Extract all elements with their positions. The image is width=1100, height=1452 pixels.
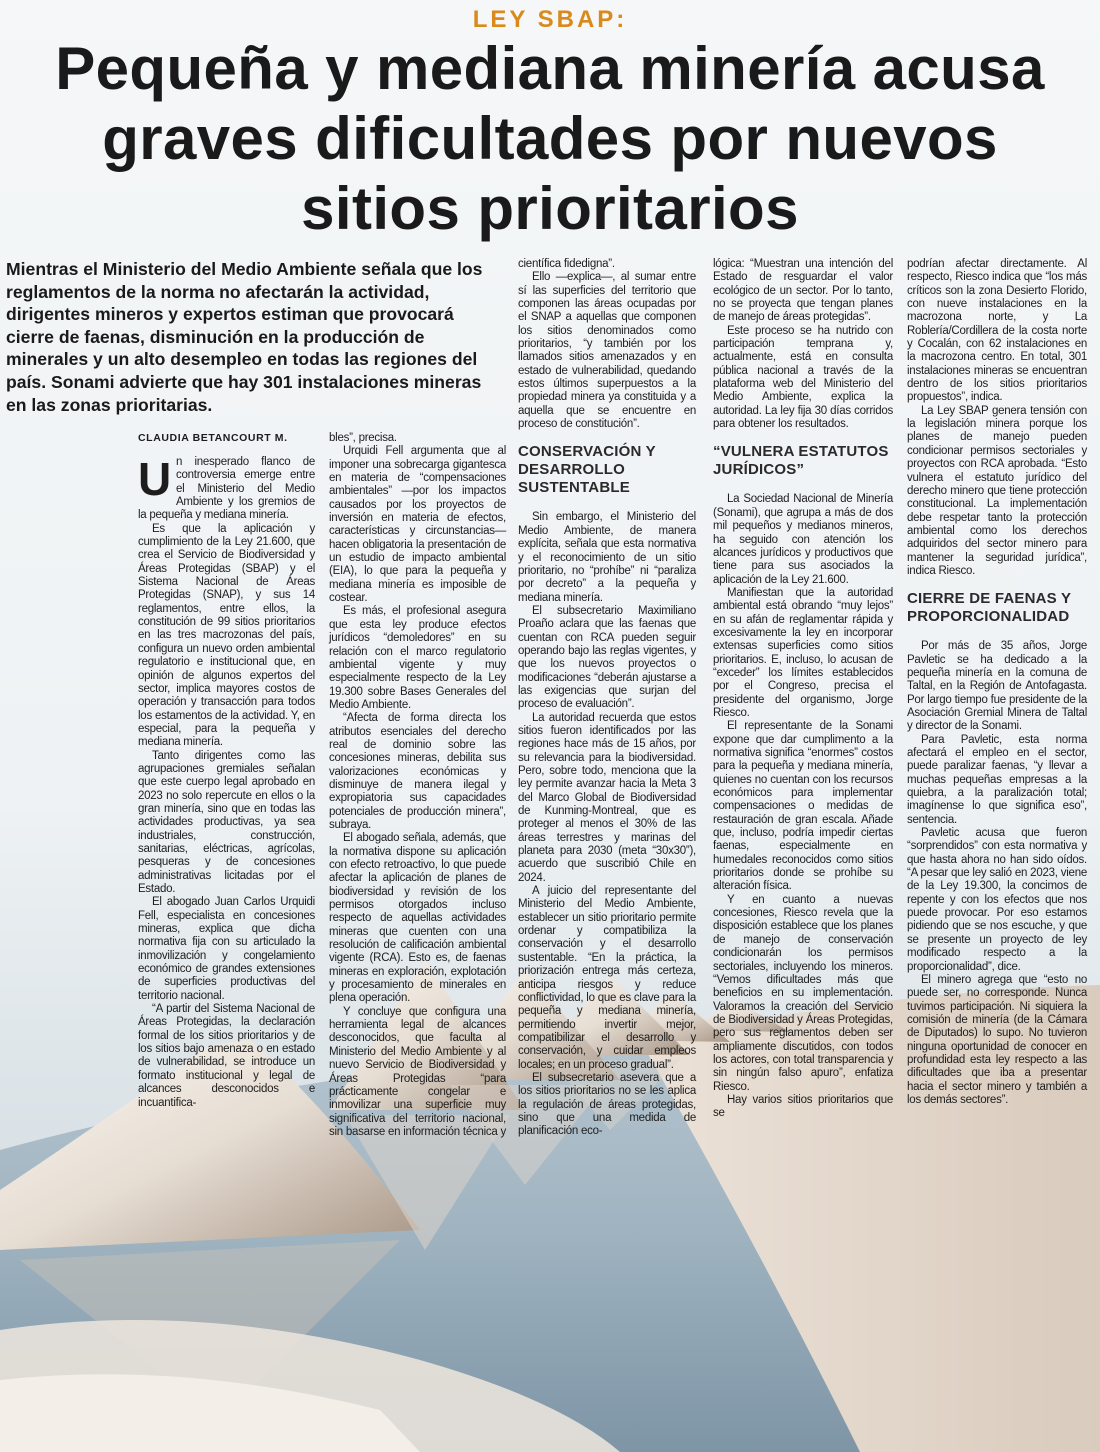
- paragraph: “A partir del Sistema Nacional de Áreas Protegidas, la declaración formal de los sitios prioritarios y de los sitios bajo amenaza o en estado de vulnerabilidad, se introduce un formato institucional y legal de alcances desconocidos e incuantifica-: [138, 1003, 315, 1109]
- paragraph: Y en cuanto a nuevas concesiones, Riesco revela que la disposición establece que los planes de manejo de conservación condicionarán los permisos sectoriales, incluyendo los mineros. “Vemos dificultades más que beneficios en su implementación. Valoramos la creación del Servicio de Biodiversidad y Áreas Protegidas, pero sus reglamentos deben ser ampliamente discutidos, con todos los actores, con total transparencia y sin ningún falso apuro”, enfatiza Riesco.: [713, 893, 893, 1093]
- paragraph: Hay varios sitios prioritarios que se: [713, 1093, 893, 1120]
- paragraph: La Sociedad Nacional de Minería (Sonami), que agrupa a más de dos mil pequeños y medianos mineros, ha seguido con atención los alcances jurídicos y productivos que tiene para sus asociados la aplicación de la Ley 21.600.: [713, 493, 893, 586]
- paragraph: La Ley SBAP genera tensión con la legislación minera porque los planes de manejo pueden condicionar permisos sectoriales y proyectos con RCA aprobada. “Esto vulnera el estatuto jurídico del derecho minero que tiene protección constitucional. La implementación debe respetar tanto la protección ambiental como los derechos adquiridos del sector minero para mantener la seguridad jurídica”, indica Riesco.: [907, 404, 1087, 577]
- article-column-5: [907, 258, 1087, 1107]
- drop-cap: U: [138, 453, 171, 505]
- paragraph: científica fidedigna”.: [518, 258, 615, 270]
- article-column-1: [138, 432, 315, 1110]
- article-column-3: [518, 258, 696, 1139]
- subhead-vulnera: “VULNERA ESTATUTOS JURÍDICOS”: [713, 443, 889, 479]
- paragraph: El abogado Juan Carlos Urquidi Fell, especialista en concesiones mineras, explica que dicha normativa fija con su articulado la inmovilización y congelamiento económico de grandes extensiones de superficies productivas del territorio nacional.: [138, 896, 315, 1002]
- paragraph: Para Pavletic, esta norma afectará el empleo en el sector, puede paralizar faenas, “y llevar a muchas pequeñas empresas a la quiebra, a la paralización total; imagínense lo que significa eso”, sentencia.: [907, 733, 1087, 826]
- paragraph: Pavletic acusa que fueron “sorprendidos” con esta normativa y que hasta ahora no han sido oídos. “A pesar que ley salió en 2023, viene de la Ley 19.300, la concimos de repente y con los efectos que nos puede provocar. Por eso estamos pidiendo que se nos escuche, y que se presente un proyecto de ley modificado respecto a la proporcionalidad”, dice.: [907, 827, 1087, 973]
- article-column-2: [329, 432, 506, 1139]
- paragraph: El representante de la Sonami expone que dar cumplimento a la normativa significa “enormes” costos para la pequeña y mediana minería, quienes no cuentan con los recursos económicos para implementar compensaciones o medidas de restauración de gran escala. Añade que, incluso, podría impedir ciertas faenas, especialmente en humedales reconocidos como sitios prioritarios donde se prohíbe su alteración física.: [713, 720, 893, 893]
- paragraph: n inesperado flanco de controversia emerge entre el Ministerio del Medio Ambiente y los gremios de la pequeña y mediana minería.: [138, 456, 315, 522]
- subhead-cierre: CIERRE DE FAENAS Y PROPORCIONALIDAD: [907, 590, 1071, 626]
- paragraph: Manifiestan que la autoridad ambiental está obrando “muy lejos” en su afán de reglamentar rápida y excesivamente la ley en incorporar extensas superficies como sitios prioritarios. E, incluso, lo acusan de “exceder” los límites establecidos por el Congreso, precisa el presidente del organismo, Jorge Riesco.: [713, 586, 893, 719]
- section-kicker: LEY SBAP:: [472, 6, 628, 33]
- paragraph: Es más, el profesional asegura que esta ley produce efectos jurídicos “demoledores” en su relación con el marco regulatorio ambiental vigente y muy especialmente respecto de la Ley 19.300 sobre Bases Generales del Medio Ambiente.: [329, 605, 506, 711]
- paragraph: Y concluye que configura una herramienta legal de alcances desconocidos, que faculta al Ministerio del Medio Ambiente y al nuevo Servicio de Biodiversidad y Áreas Protegidas “para prácticamente congelar e inmovilizar una superficie muy significativa del territorio nacional, sin basarse en información técnica y: [329, 1005, 507, 1138]
- paragraph: Es que la aplicación y cumplimiento de la Ley 21.600, que crea el Servicio de Biodiversidad y Áreas Protegidas (SBAP) y el Sistema Nacional de Áreas Protegidas (SNAP), y sus 14 reglamentos, entre ellos, la constitución de 99 sitios prioritarios en las tres macrozonas del país, configura un nuevo orden ambiental regulatorio e institucional que, en opinión de algunos expertos del sector, implica mayores costos de operación y transacción para todos los estamentos de la actividad. Y, en especial, para la pequeña y mediana minería.: [138, 522, 315, 749]
- paragraph: A juicio del representante del Ministerio del Medio Ambiente, establecer un sitio prioritario permite ordenar y compatibiliza la conservación y el desarrollo sustentable. “En la práctica, la priorización entrega más certeza, anticipa riesgos y reduce conflictividad, lo que es clave para la pequeña y mediana minería, permitiendo invertir mejor, compatibilizar el desarrollo y conservación, y cuidar empleos locales; en un proceso gradual”.: [518, 885, 696, 1071]
- paragraph: podrían afectar directamente. Al respecto, Riesco indica que “los más críticos son la zona Desierto Florido, con nueve instalaciones en la macrozona norte, y La Roblería/Cordillera de la costa norte y Cocalán, con 62 instalaciones en la macrozona centro. En total, 301 instalaciones mineras se encuentran dentro de los sitios prioritarios propuestos”, indica.: [907, 258, 1087, 404]
- paragraph: Este proceso se ha nutrido con participación temprana y, actualmente, está en consulta pública nacional a través de la plataforma web del Ministerio del Medio Ambiente, explica la autoridad. La ley fija 30 días corridos para obtener los resultados.: [713, 324, 893, 431]
- paragraph: Ello —explica—, al sumar entre sí las superficies del territorio que componen las áreas ocupadas por el SNAP a aquellas que componen los sitios denominados como prioritarios, “y también por los llamados sitios amenazados y en estado de vulnerabilidad, quedando estos últimos superpuestos a la propiedad minera ya constituida y a aquella que se encuentre en proceso de constitución”.: [518, 271, 696, 431]
- paragraph: Urquidi Fell argumenta que al imponer una sobrecarga gigantesca en materia de “compensaciones ambientales” —por los impactos causados por los proyectos de inversión en materia de efectos, características y circunstancias— hacen obligatoria la presentación de un estudio de impacto ambiental (EIA), lo que para la pequeña y mediana minería es imposible de costear.: [329, 445, 506, 605]
- article-column-4: [713, 258, 893, 1121]
- paragraph: El subsecretario asevera que a los sitios prioritarios no se les aplica la regulación de áreas protegidas, sino que una medida de planificación eco-: [518, 1071, 696, 1138]
- subhead-conservacion: CONSERVACIÓN Y DESARROLLO SUSTENTABLE: [518, 443, 656, 497]
- lead-paragraph: Mientras el Ministerio del Medio Ambiente señala que los reglamentos de la norma no afectarán la actividad, dirigentes mineros y expertos estiman que provocará cierre de faenas, disminución en la producción de minerales y un alto desempleo en todas las regiones del país. Sonami advierte que hay 301 instalaciones mineras en las zonas prioritarias.: [6, 259, 483, 415]
- paragraph: La autoridad recuerda que estos sitios fueron identificados por las regiones hace más de 15 años, por su relevancia para la biodiversidad. Pero, sobre todo, menciona que la ley permite avanzar hacia la Meta 3 del Marco Global de Biodiversidad de Kunming-Montreal, que es proteger al menos el 30% de las áreas terrestres y marinas del planeta para 2030 (meta “30x30”), acuerdo que suscribió Chile en 2024.: [518, 711, 696, 884]
- paragraph: El minero agrega que “esto no puede ser, no corresponde. Nunca tuvimos participación. Ni siquiera la comisión de minería (de la Cámara de Diputados) lo supo. No tuvieron ninguna oportunidad de conocer en profundidad esta ley respecto a las dificultades que iba a presentar hacia el sector minero y también a los demás sectores”.: [907, 973, 1087, 1106]
- byline: CLAUDIA BETANCOURT M.: [138, 432, 288, 444]
- paragraph: El abogado señala, además, que la normativa dispone su aplicación con efecto retroactivo, lo que puede afectar la aplicación de planes de biodiversidad y revisión de los permisos otorgados incluso respecto de aquellas actividades mineras que cuenten con una resolución de calificación ambiental vigente (RCA). Esto es, de faenas mineras en exploración, explotación y procesamiento de minerales en plena operación.: [329, 832, 506, 1005]
- paragraph: bles”, precisa.: [329, 432, 397, 444]
- headline: Pequeña y mediana minería acusa graves dificultades por nuevos sitios prioritarios: [55, 35, 1045, 242]
- paragraph: Tanto dirigentes como las agrupaciones gremiales señalan que este cuerpo legal aprobado en 2023 no solo repercute en ellos o la gran minería, sino que en todas las actividades productivas, ya sea industriales, construcción, sanitarias, eléctricas, agrícolas, pesqueras y de concesiones administrativas licitadas por el Estado.: [138, 749, 315, 895]
- paragraph: Sin embargo, el Ministerio del Medio Ambiente, de manera explícita, señala que esta normativa y el reconocimiento de un sitio prioritario, no “prohíbe” ni “paraliza por decreto” a la pequeña y mediana minería.: [518, 511, 696, 604]
- paragraph: “Afecta de forma directa los atributos esenciales del derecho real de dominio sobre las concesiones mineras, debilita sus valorizaciones económicas y disminuye de manera ilegal y expropiatoria sus capacidades potenciales de producción minera”, subraya.: [329, 712, 506, 831]
- paragraph: Por más de 35 años, Jorge Pavletic se ha dedicado a la pequeña minería en la comuna de Taltal, en la Región de Antofagasta. Por largo tiempo fue presidente de la Asociación Gremial Minera de Taltal y director de la Sonami.: [907, 640, 1087, 733]
- paragraph: El subsecretario Maximiliano Proaño aclara que las faenas que cuentan con RCA pueden seguir operando bajo las reglas vigentes, y que los nuevos proyectos o modificaciones “deberán ajustarse a las exigencias que surjan del proceso de evaluación”.: [518, 604, 696, 711]
- paragraph: lógica: “Muestran una intención del Estado de resguardar el valor ecológico de un sector. Por lo tanto, no se proyecta que tengan planes de manejo de áreas protegidas”.: [713, 258, 893, 324]
